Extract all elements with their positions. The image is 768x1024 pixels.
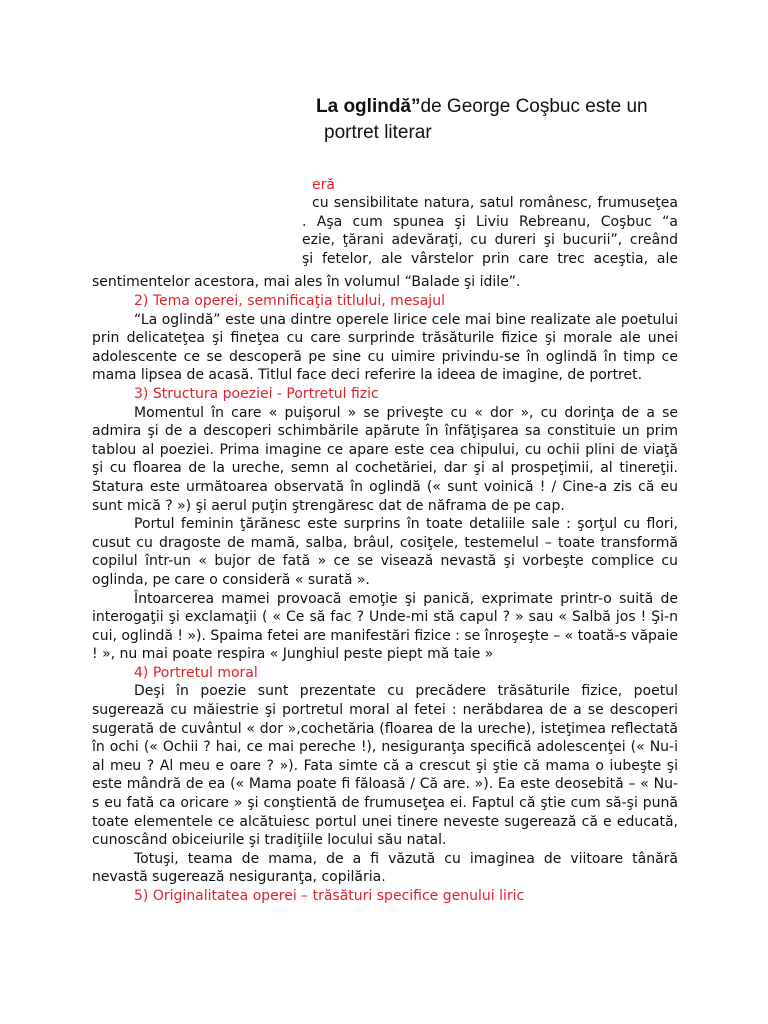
paragraph: Totuşi, teama de mama, de a fi văzută cu imaginea de viitoare tânără nevastă sugerează nesiguranţa, copilăria.: [92, 850, 678, 886]
paragraph: Deşi în poezie sunt prezentate cu precădere trăsăturile fizice, poetul sugerează cu măiestrie şi portretul moral al fetei : nerăbdarea de a se descoperi sugerată de cuvântul « dor »,cochetăria (floarea de la ureche), isteţimea reflectată în ochi (« Ochii ? hai, ce mai pereche !), nesiguranţa specifică adolescenţei (« Nu-i al meu ? Al meu e oare ? »). Fata simte că a crescut şi ştie că mama o iubeşte şi este mândră de ea (« Mama poate fi făloasă / Că are. »). Ea este deosebită – « Nu-s eu fată ca oricare » şi conştientă de frumuseţea ei. Faptul că ştie cum să-şi pună toate elementele ce alcătuiesc portul unei tinere neveste sugerează că e educată, cunoscând obiceiurile şi tradiţiile locului său natal.: [92, 683, 678, 849]
section-heading: 3) Structura poeziei - Portretul fizic: [134, 385, 379, 402]
intro-heading-fragment: eră: [312, 177, 335, 193]
intro-line-5: sentimentelor acestora, mai ales în volumul “Balade şi idile”.: [92, 274, 521, 290]
title-bold: La oglindă”: [316, 96, 421, 117]
section-2: [92, 292, 678, 385]
intro-line-4: şi fetelor, ale vârstelor prin care trec aceştia, ale: [302, 251, 678, 267]
section-4: [92, 664, 678, 887]
paragraph: Momentul în care « puişorul » se priveşte cu « dor », cu dorinţa de a se admira şi de a descoperi schimbările apărute în înfăţişarea sa constituie un prim tablou al poeziei. Prima imagine ce apare este cea chipului, cu ochii plini de viaţă şi cu floarea de la ureche, semn al cochetăriei, dar şi al prospeţimii, al tinereţii. Statura este următoarea observată în oglindă (« sunt voinică ! / Cine-a zis că eu sunt mică ? ») şi aerul puţin ştrengăresc dat de năframa de pe cap.: [92, 404, 678, 514]
paragraph: Portul feminin ţărănesc este surprins în toate detaliile sale : şorţul cu flori, cusut cu dragoste de mamă, salba, brâul, cosiţele, testemelul – toate transformă copilul într-un « bujor de fată » ce se visează nevastă şi vorbeşte complice cu oglinda, pe care o consideră « surată ».: [92, 516, 678, 588]
intro-line-2: . Aşa cum spunea şi Liviu Rebreanu, Coşbuc “a: [302, 214, 678, 230]
section-heading: 5) Originalitatea operei – trăsături specifice genului liric: [134, 888, 525, 904]
section-3: [92, 385, 678, 664]
document-body: [92, 292, 678, 906]
title-line2: portret literar: [324, 122, 432, 143]
section-5: [92, 887, 678, 906]
document-title: [316, 94, 736, 146]
section-heading: 4) Portretul moral: [134, 664, 258, 681]
paragraph: “La oglindă” este una dintre operele lirice cele mai bine realizate ale poetului prin delicateţea şi fineţea cu care surprinde trăsăturile fizice şi morale ale unei adolescente ce se descoperă pe sine cu uimire privindu-se în oglindă în timp ce mama lipsea de acasă. Titlul face deci referire la ideea de imagine, de portret.: [92, 311, 678, 384]
intro-line-1: cu sensibilitate natura, satul românesc, frumuseţea: [312, 195, 678, 211]
section-heading: 2) Tema operei, semnificaţia titlului, mesajul: [134, 293, 445, 309]
intro-line-3: ezie, ţărani adevăraţi, cu dureri şi bucurii”, creând: [302, 232, 678, 248]
title-rest: de George Coşbuc este un: [420, 96, 648, 117]
paragraph: Întoarcerea mamei provoacă emoţie şi panică, exprimate printr-o suită de interogaţii şi exclamaţii ( « Ce să fac ? Unde-mi stă capul ? » sau « Salbă jos ! Şi-n cui, oglindă ! »). Spaima fetei are manifestări fizice : se înroşeşte – « toată-s văpaie ! », nu mai poate respira « Junghiul peste piept mă taie »: [92, 590, 679, 663]
